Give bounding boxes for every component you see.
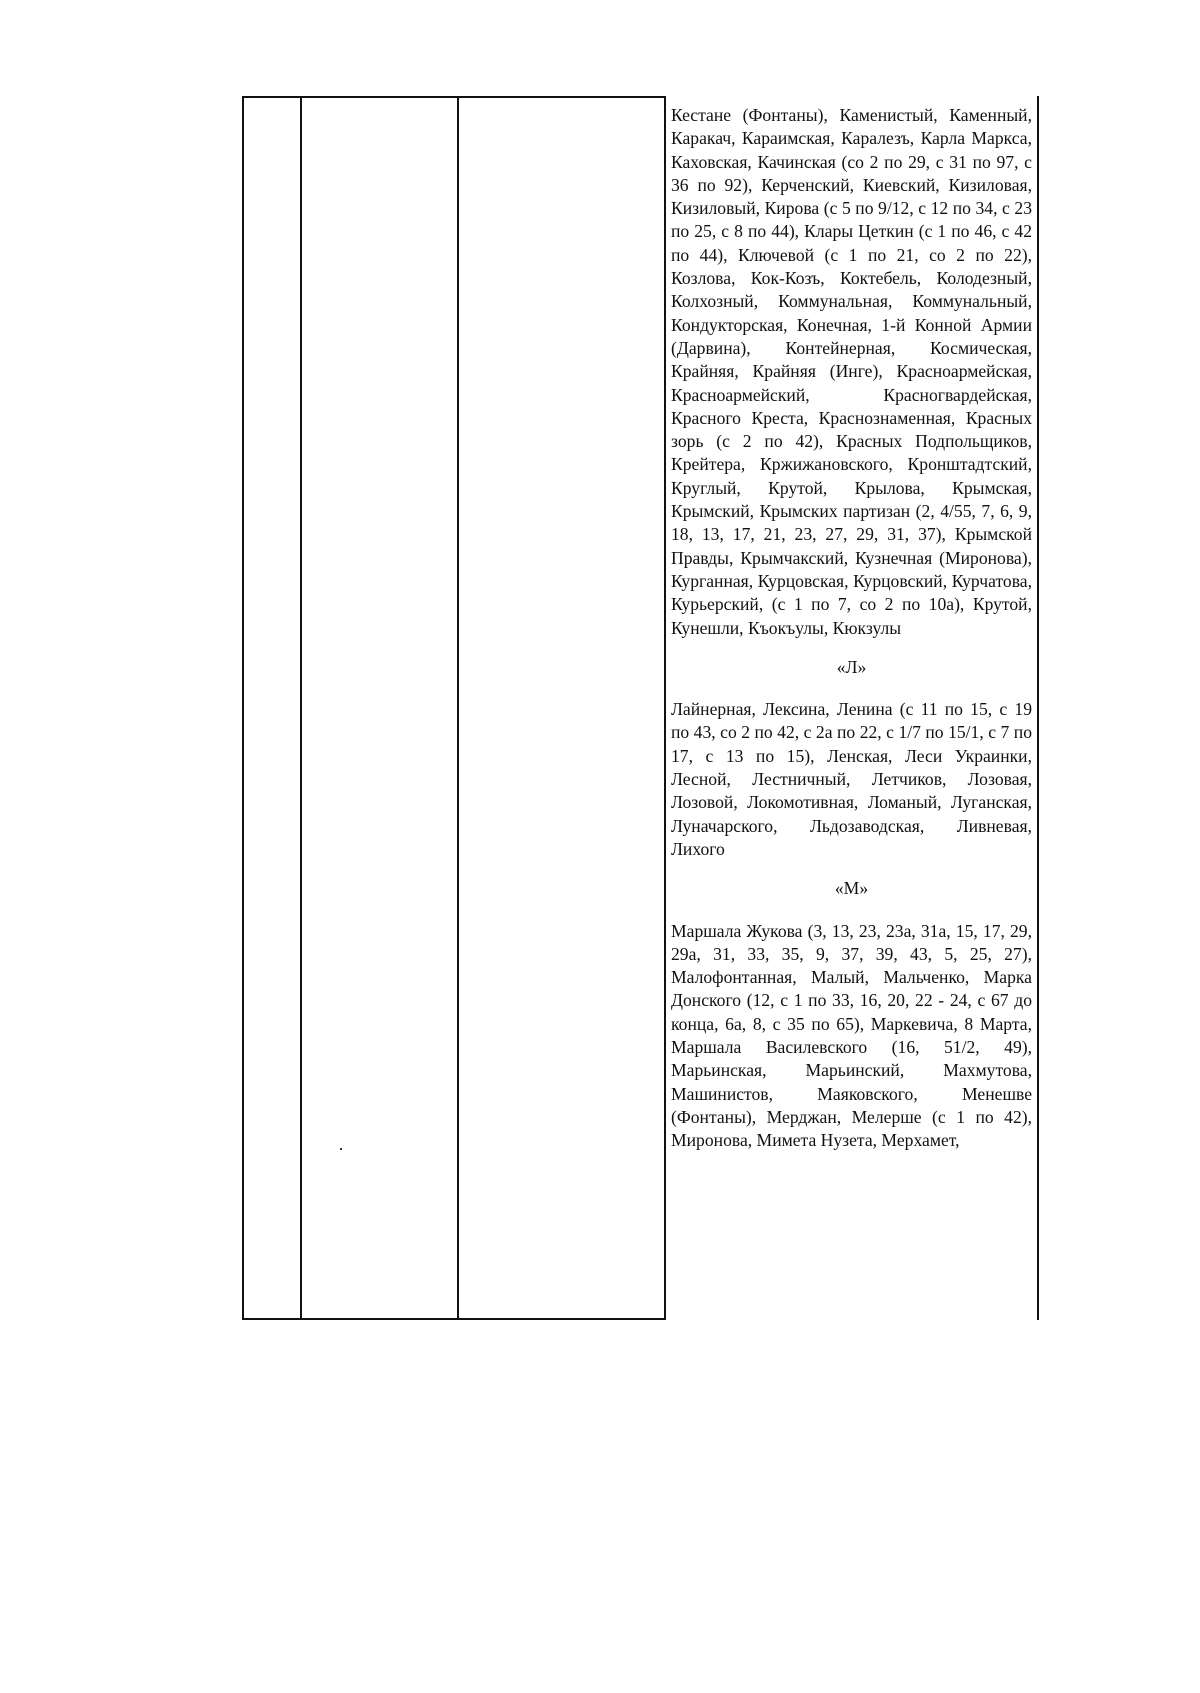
- street-list-k: Кестане (Фонтаны), Каменистый, Каменный, Каракач, Караимская, Каралезъ, Карла Маркса, Каховская, Качинская (со 2 по 29, с 31 по 97, с 36 по 92), Керченский, Киевский, Кизиловая, Кизиловый, Кирова (с 5 по 9/12, с 12 по 34, с 23 по 25, с 8 по 44), Клары Цеткин (с 1 по 46, с 42 по 44), Ключевой (с 1 по 21, со 2 по 22), Козлова, Кок-Козъ, Коктебель, Колодезный, Колхозный, Коммунальная, Коммунальный, Кондукторская, Конечная, 1-й Конной Армии (Дарвина), Контейнерная, Космическая, Крайняя, Крайняя (Инге), Красноармейская, Красноармейский, Красногвардейская, Красного Креста, Краснознаменная, Красных зорь (с 2 по 42), Красных Подпольщиков, Крейтера, Кржижановского, Кронштадтский, Круглый, Крутой, Крылова, Крымская, Крымский, Крымских партизан (2, 4/55, 7, 6, 9, 18, 13, 17, 21, 23, 27, 29, 31, 37), Крымской Правды, Крымчакский, Кузнечная (Миронова), Курганная, Курцовская, Курцовский, Курчатова, Курьерский, (с 1 по 7, со 2 по 10а), Крутой, Кунешли, Къокъулы, Кюкзулы: [671, 105, 1032, 638]
- section-heading-l: «Л»: [836, 656, 867, 677]
- table-column-divider: [664, 96, 666, 1320]
- section-heading-m: «М»: [834, 878, 869, 899]
- table-bottom-border: [242, 1318, 666, 1320]
- table-right-border: [1037, 96, 1039, 1320]
- table-column-divider: [300, 96, 302, 1320]
- scan-speck: [340, 1148, 342, 1150]
- street-list-m: Маршала Жукова (3, 13, 23, 23а, 31а, 15, 17, 29, 29а, 31, 33, 35, 9, 37, 39, 43, 5, 25, 27), Малофонтанная, Малый, Мальченко, Марка Донского (12, с 1 по 33, 16, 20, 22 - 24, с 67 до конца, 6а, 8, с 35 по 65), Маркевича, 8 Марта, Маршала Василевского (16, 51/2, 49), Марьинская, Марьинский, Махмутова, Машинистов, Маяковского, Менешве (Фонтаны), Мерджан, Мелерше (с 1 по 42), Миронова, Мимета Нузета, Мерхамет,: [671, 920, 1032, 1151]
- street-list-l: Лайнерная, Лексина, Ленина (с 11 по 15, с 19 по 43, со 2 по 42, с 2а по 22, с 1/7 по 15/1, с 7 по 17, с 13 по 15), Ленская, Леси Украинки, Лесной, Лестничный, Летчиков, Лозовая, Лозовой, Локомотивная, Ломаный, Луганская, Луначарского, Льдозаводская, Ливневая, Лихого: [671, 699, 1032, 859]
- street-list-cell: [671, 104, 1032, 1152]
- table-column-divider: [457, 96, 459, 1320]
- table-top-border: [242, 96, 666, 98]
- table-column-divider: [242, 96, 244, 1320]
